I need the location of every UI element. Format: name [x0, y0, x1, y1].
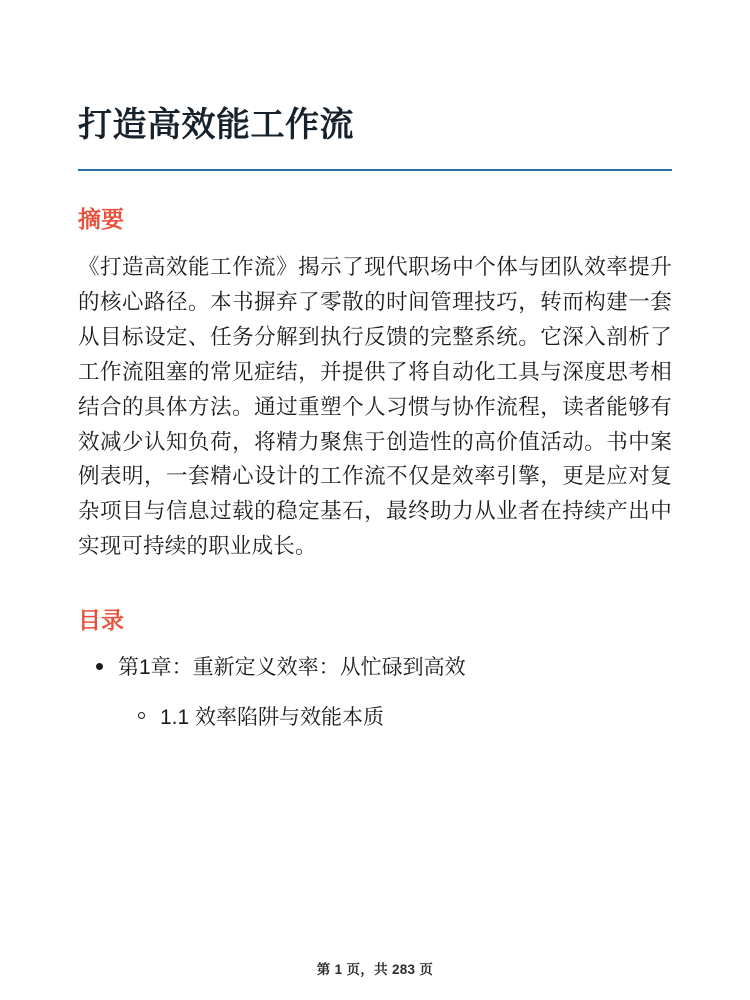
toc-chapter-label: 第1章：重新定义效率：从忙碌到高效	[118, 655, 466, 679]
list-item[interactable]	[118, 702, 672, 734]
toc-subsection-list	[118, 702, 672, 734]
title-divider	[78, 169, 672, 171]
toc-section-label: 1.1 效率陷阱与效能本质	[160, 706, 385, 730]
page-footer: 第 1 页，共 283 页	[316, 962, 434, 977]
bullet-icon	[96, 663, 103, 670]
abstract-heading: 摘要	[78, 205, 124, 232]
circle-outline-icon	[138, 712, 145, 719]
toc-heading: 目录	[78, 606, 124, 633]
page-title: 打造高效能工作流	[78, 106, 354, 144]
abstract-paragraph: 《打造高效能工作流》揭示了现代职场中个体与团队效率提升的核心路径。本书摒弃了零散的时间管理技巧，转而构建一套从目标设定、任务分解到执行反馈的完整系统。它深入剖析了工作流阻塞的常见症结，并提供了将自动化工具与深度思考相结合的具体方法。通过重塑个人习惯与协作流程，读者能够有效减少认知负荷，将精力聚焦于创造性的高价值活动。书中案例表明，一套精心设计的工作流不仅是效率引擎，更是应对复杂项目与信息过载的稳定基石，最终助力从业者在持续产出中实现可持续的职业成长。	[78, 255, 672, 559]
table-of-contents	[78, 652, 672, 734]
list-item[interactable]	[78, 652, 672, 734]
